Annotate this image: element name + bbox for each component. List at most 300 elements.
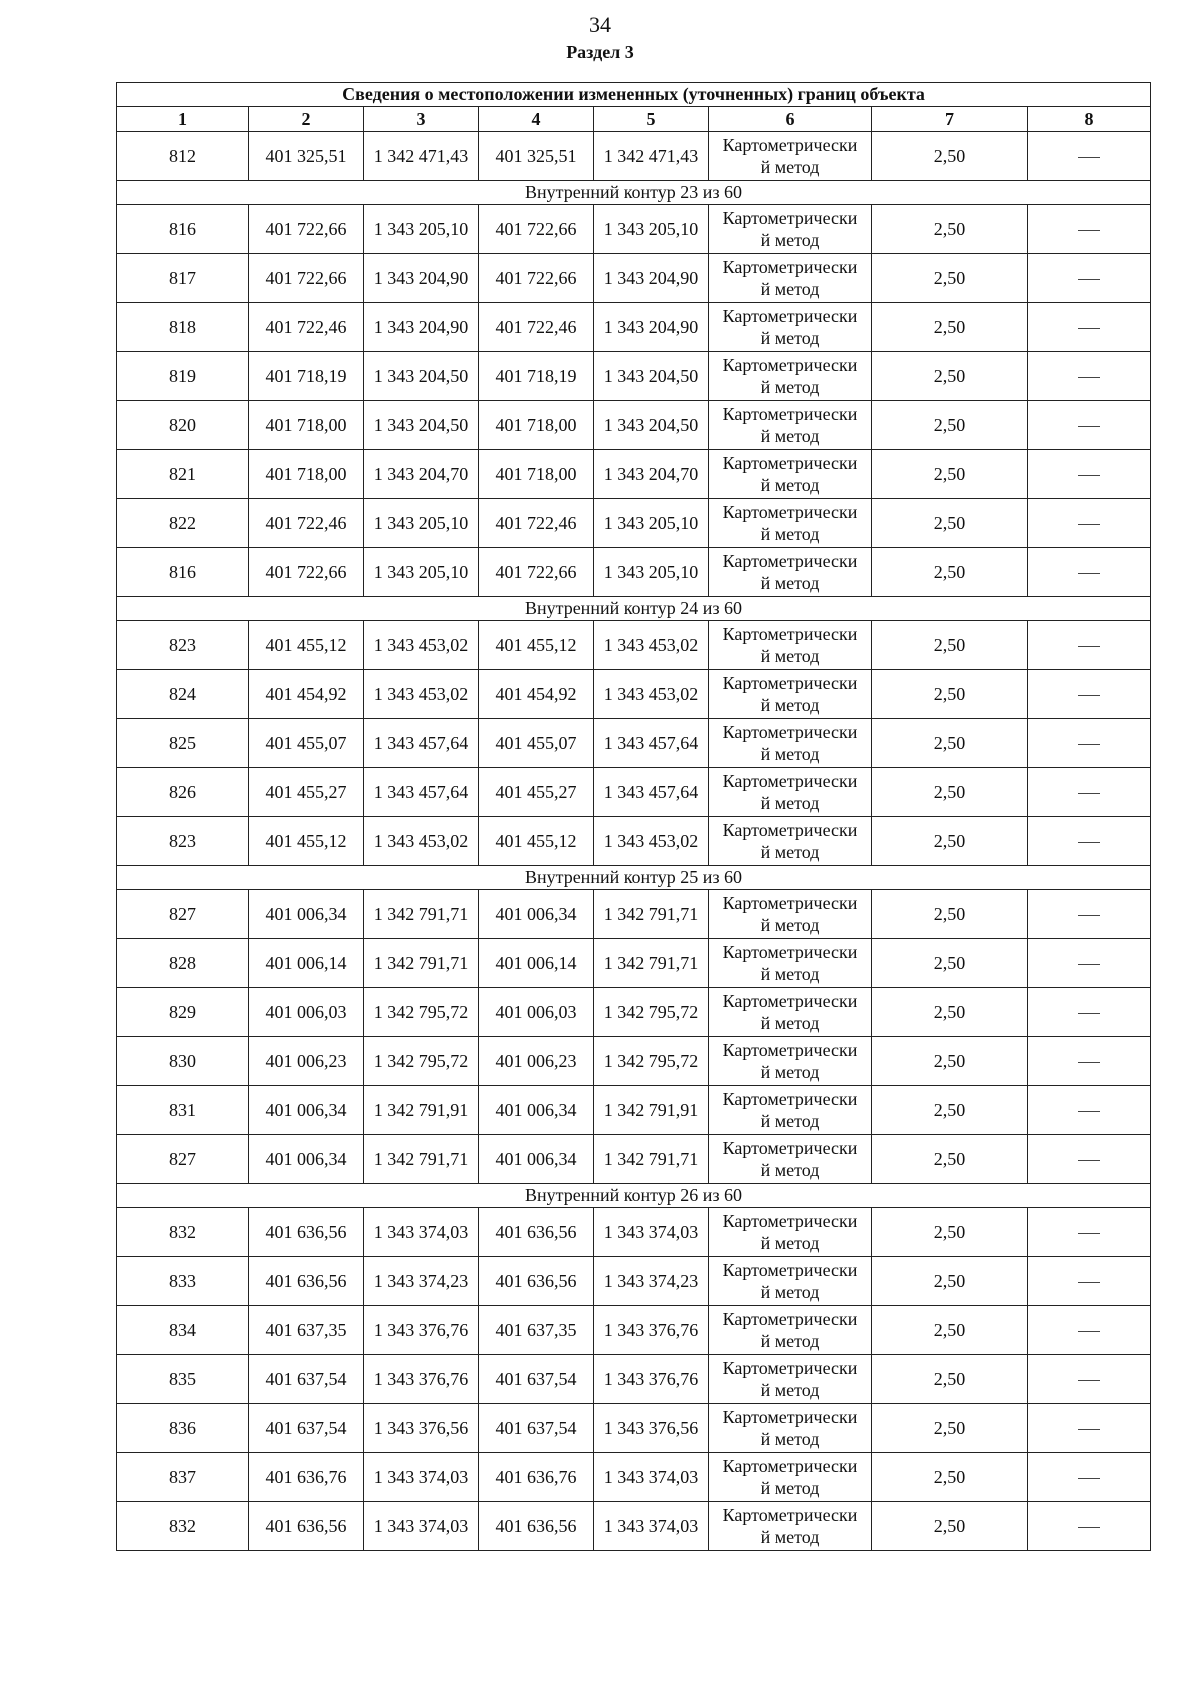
x-old-cell: 401 455,12 — [249, 817, 364, 866]
accuracy-cell: 2,50 — [872, 548, 1028, 597]
dash-mark — [1078, 279, 1100, 280]
method-line2: й метод — [760, 1111, 820, 1131]
table-row — [117, 1208, 1151, 1257]
method-line1: Картометрически — [722, 1040, 858, 1060]
accuracy-cell: 2,50 — [872, 1208, 1028, 1257]
x-old-cell: 401 455,27 — [249, 768, 364, 817]
method-cell — [709, 450, 872, 499]
contour-label: Внутренний контур 25 из 60 — [117, 866, 1151, 890]
method-line2: й метод — [760, 695, 820, 715]
empty-value-dash — [1028, 254, 1151, 303]
method-line2: й метод — [760, 230, 820, 250]
accuracy-cell: 2,50 — [872, 621, 1028, 670]
method-line2: й метод — [760, 793, 820, 813]
x-new-cell: 401 006,23 — [479, 1037, 594, 1086]
page-number: 34 — [589, 12, 611, 37]
x-new-cell: 401 455,12 — [479, 817, 594, 866]
dash-mark — [1078, 1380, 1100, 1381]
point-number-cell: 827 — [117, 1135, 249, 1184]
x-old-cell: 401 637,54 — [249, 1404, 364, 1453]
y-old-cell: 1 343 376,56 — [364, 1404, 479, 1453]
point-number-cell: 818 — [117, 303, 249, 352]
accuracy-cell: 2,50 — [872, 670, 1028, 719]
x-old-cell: 401 006,14 — [249, 939, 364, 988]
dash-mark — [1078, 695, 1100, 696]
method-line2: й метод — [760, 964, 820, 984]
method-line2: й метод — [760, 1527, 820, 1547]
empty-value-dash — [1028, 1502, 1151, 1551]
y-old-cell: 1 343 376,76 — [364, 1355, 479, 1404]
method-line1: Картометрически — [722, 1505, 858, 1525]
y-new-cell: 1 343 374,03 — [594, 1502, 709, 1551]
table-row — [117, 1502, 1151, 1551]
point-number-cell: 825 — [117, 719, 249, 768]
method-line1: Картометрически — [722, 1407, 858, 1427]
accuracy-cell: 2,50 — [872, 132, 1028, 181]
point-number-cell: 826 — [117, 768, 249, 817]
y-old-cell: 1 342 791,71 — [364, 1135, 479, 1184]
accuracy-cell: 2,50 — [872, 817, 1028, 866]
x-old-cell: 401 637,35 — [249, 1306, 364, 1355]
point-number-cell: 823 — [117, 621, 249, 670]
method-cell — [709, 254, 872, 303]
accuracy-cell: 2,50 — [872, 352, 1028, 401]
x-old-cell: 401 454,92 — [249, 670, 364, 719]
method-cell — [709, 1086, 872, 1135]
y-old-cell: 1 342 471,43 — [364, 132, 479, 181]
empty-value-dash — [1028, 401, 1151, 450]
y-new-cell: 1 343 205,10 — [594, 499, 709, 548]
method-cell — [709, 401, 872, 450]
y-new-cell: 1 343 453,02 — [594, 817, 709, 866]
empty-value-dash — [1028, 817, 1151, 866]
contour-row — [117, 866, 1151, 890]
table-title: Сведения о местоположении измененных (уточненных) границ объекта — [117, 83, 1151, 107]
method-line2: й метод — [760, 1013, 820, 1033]
method-cell — [709, 1355, 872, 1404]
x-new-cell: 401 718,19 — [479, 352, 594, 401]
empty-value-dash — [1028, 1257, 1151, 1306]
dash-mark — [1078, 793, 1100, 794]
y-new-cell: 1 343 204,90 — [594, 254, 709, 303]
method-cell — [709, 817, 872, 866]
table-row — [117, 401, 1151, 450]
y-new-cell: 1 342 791,71 — [594, 1135, 709, 1184]
x-old-cell: 401 722,66 — [249, 548, 364, 597]
method-line2: й метод — [760, 157, 820, 177]
x-new-cell: 401 718,00 — [479, 401, 594, 450]
empty-value-dash — [1028, 1135, 1151, 1184]
x-old-cell: 401 455,12 — [249, 621, 364, 670]
y-old-cell: 1 343 205,10 — [364, 205, 479, 254]
empty-value-dash — [1028, 890, 1151, 939]
table-row — [117, 1306, 1151, 1355]
empty-value-dash — [1028, 352, 1151, 401]
point-number-cell: 816 — [117, 205, 249, 254]
accuracy-cell: 2,50 — [872, 1257, 1028, 1306]
method-line1: Картометрически — [722, 1211, 858, 1231]
y-new-cell: 1 342 795,72 — [594, 988, 709, 1037]
method-line2: й метод — [760, 1233, 820, 1253]
point-number-cell: 833 — [117, 1257, 249, 1306]
contour-row — [117, 1184, 1151, 1208]
y-new-cell: 1 342 791,91 — [594, 1086, 709, 1135]
x-new-cell: 401 722,66 — [479, 254, 594, 303]
dash-mark — [1078, 964, 1100, 965]
dash-mark — [1078, 1233, 1100, 1234]
table-row — [117, 205, 1151, 254]
point-number-cell: 830 — [117, 1037, 249, 1086]
method-cell — [709, 890, 872, 939]
accuracy-cell: 2,50 — [872, 988, 1028, 1037]
accuracy-cell: 2,50 — [872, 719, 1028, 768]
accuracy-cell: 2,50 — [872, 401, 1028, 450]
x-new-cell: 401 006,34 — [479, 890, 594, 939]
table-row — [117, 1404, 1151, 1453]
point-number-cell: 822 — [117, 499, 249, 548]
dash-mark — [1078, 915, 1100, 916]
table-row — [117, 499, 1151, 548]
y-new-cell: 1 343 205,10 — [594, 205, 709, 254]
column-number: 3 — [364, 107, 479, 132]
x-old-cell: 401 636,56 — [249, 1208, 364, 1257]
y-old-cell: 1 343 204,90 — [364, 254, 479, 303]
column-number: 1 — [117, 107, 249, 132]
empty-value-dash — [1028, 1453, 1151, 1502]
dash-mark — [1078, 744, 1100, 745]
method-cell — [709, 499, 872, 548]
dash-mark — [1078, 646, 1100, 647]
y-new-cell: 1 342 795,72 — [594, 1037, 709, 1086]
x-old-cell: 401 637,54 — [249, 1355, 364, 1404]
method-cell — [709, 768, 872, 817]
y-new-cell: 1 343 457,64 — [594, 768, 709, 817]
dash-mark — [1078, 377, 1100, 378]
method-line1: Картометрически — [722, 722, 858, 742]
table-row — [117, 1453, 1151, 1502]
table-row — [117, 939, 1151, 988]
y-old-cell: 1 342 795,72 — [364, 988, 479, 1037]
y-new-cell: 1 343 457,64 — [594, 719, 709, 768]
x-new-cell: 401 636,76 — [479, 1453, 594, 1502]
x-old-cell: 401 006,34 — [249, 890, 364, 939]
contour-row — [117, 597, 1151, 621]
method-cell — [709, 205, 872, 254]
point-number-cell: 828 — [117, 939, 249, 988]
contour-label: Внутренний контур 23 из 60 — [117, 181, 1151, 205]
x-new-cell: 401 455,27 — [479, 768, 594, 817]
dash-mark — [1078, 1527, 1100, 1528]
method-line1: Картометрически — [722, 404, 858, 424]
accuracy-cell: 2,50 — [872, 205, 1028, 254]
x-new-cell: 401 722,46 — [479, 303, 594, 352]
x-old-cell: 401 722,46 — [249, 499, 364, 548]
method-cell — [709, 1135, 872, 1184]
x-new-cell: 401 722,66 — [479, 205, 594, 254]
table-row — [117, 719, 1151, 768]
dash-mark — [1078, 230, 1100, 231]
column-number: 7 — [872, 107, 1028, 132]
column-number: 6 — [709, 107, 872, 132]
method-line2: й метод — [760, 1062, 820, 1082]
dash-mark — [1078, 1160, 1100, 1161]
empty-value-dash — [1028, 303, 1151, 352]
y-new-cell: 1 342 791,71 — [594, 939, 709, 988]
y-old-cell: 1 342 795,72 — [364, 1037, 479, 1086]
method-line2: й метод — [760, 426, 820, 446]
table-row — [117, 132, 1151, 181]
method-line2: й метод — [760, 1429, 820, 1449]
y-new-cell: 1 343 453,02 — [594, 621, 709, 670]
dash-mark — [1078, 1111, 1100, 1112]
x-new-cell: 401 006,34 — [479, 1135, 594, 1184]
empty-value-dash — [1028, 450, 1151, 499]
table-row — [117, 1037, 1151, 1086]
method-line1: Картометрически — [722, 306, 858, 326]
point-number-cell: 835 — [117, 1355, 249, 1404]
y-new-cell: 1 343 374,23 — [594, 1257, 709, 1306]
method-cell — [709, 621, 872, 670]
contour-label: Внутренний контур 24 из 60 — [117, 597, 1151, 621]
method-cell — [709, 719, 872, 768]
table-row — [117, 303, 1151, 352]
x-new-cell: 401 006,03 — [479, 988, 594, 1037]
method-cell — [709, 1208, 872, 1257]
accuracy-cell: 2,50 — [872, 1355, 1028, 1404]
x-new-cell: 401 006,14 — [479, 939, 594, 988]
table-row — [117, 988, 1151, 1037]
dash-mark — [1078, 1429, 1100, 1430]
dash-mark — [1078, 524, 1100, 525]
y-old-cell: 1 343 204,90 — [364, 303, 479, 352]
accuracy-cell: 2,50 — [872, 303, 1028, 352]
empty-value-dash — [1028, 132, 1151, 181]
method-line2: й метод — [760, 573, 820, 593]
method-line2: й метод — [760, 842, 820, 862]
point-number-cell: 821 — [117, 450, 249, 499]
method-line1: Картометрически — [722, 355, 858, 375]
empty-value-dash — [1028, 621, 1151, 670]
x-new-cell: 401 722,46 — [479, 499, 594, 548]
point-number-cell: 816 — [117, 548, 249, 597]
method-line2: й метод — [760, 475, 820, 495]
x-new-cell: 401 636,56 — [479, 1208, 594, 1257]
column-number-row — [117, 107, 1151, 132]
empty-value-dash — [1028, 205, 1151, 254]
dash-mark — [1078, 426, 1100, 427]
accuracy-cell: 2,50 — [872, 499, 1028, 548]
method-line1: Картометрически — [722, 771, 858, 791]
x-new-cell: 401 637,54 — [479, 1355, 594, 1404]
method-line1: Картометрически — [722, 208, 858, 228]
method-line2: й метод — [760, 744, 820, 764]
y-old-cell: 1 343 374,23 — [364, 1257, 479, 1306]
method-line1: Картометрически — [722, 820, 858, 840]
y-old-cell: 1 343 457,64 — [364, 768, 479, 817]
dash-mark — [1078, 157, 1100, 158]
y-old-cell: 1 343 374,03 — [364, 1453, 479, 1502]
dash-mark — [1078, 1062, 1100, 1063]
y-old-cell: 1 343 204,70 — [364, 450, 479, 499]
table-row — [117, 1086, 1151, 1135]
y-old-cell: 1 343 453,02 — [364, 621, 479, 670]
table-row — [117, 890, 1151, 939]
method-line1: Картометрически — [722, 991, 858, 1011]
table-row — [117, 670, 1151, 719]
contour-row — [117, 181, 1151, 205]
x-old-cell: 401 006,34 — [249, 1086, 364, 1135]
y-old-cell: 1 342 791,71 — [364, 939, 479, 988]
accuracy-cell: 2,50 — [872, 890, 1028, 939]
y-old-cell: 1 343 457,64 — [364, 719, 479, 768]
point-number-cell: 831 — [117, 1086, 249, 1135]
x-old-cell: 401 718,00 — [249, 401, 364, 450]
method-line1: Картометрически — [722, 1260, 858, 1280]
method-cell — [709, 1037, 872, 1086]
method-line1: Картометрически — [722, 551, 858, 571]
method-cell — [709, 1257, 872, 1306]
x-new-cell: 401 637,54 — [479, 1404, 594, 1453]
x-old-cell: 401 718,00 — [249, 450, 364, 499]
y-new-cell: 1 343 204,50 — [594, 401, 709, 450]
method-cell — [709, 1453, 872, 1502]
accuracy-cell: 2,50 — [872, 1086, 1028, 1135]
x-new-cell: 401 718,00 — [479, 450, 594, 499]
method-line1: Картометрически — [722, 135, 858, 155]
column-number: 2 — [249, 107, 364, 132]
y-new-cell: 1 343 374,03 — [594, 1208, 709, 1257]
x-old-cell: 401 006,34 — [249, 1135, 364, 1184]
table-row — [117, 548, 1151, 597]
x-new-cell: 401 455,07 — [479, 719, 594, 768]
y-new-cell: 1 343 205,10 — [594, 548, 709, 597]
y-new-cell: 1 343 204,90 — [594, 303, 709, 352]
y-new-cell: 1 342 471,43 — [594, 132, 709, 181]
method-cell — [709, 1306, 872, 1355]
accuracy-cell: 2,50 — [872, 1306, 1028, 1355]
x-new-cell: 401 636,56 — [479, 1257, 594, 1306]
empty-value-dash — [1028, 719, 1151, 768]
dash-mark — [1078, 328, 1100, 329]
contour-label: Внутренний контур 26 из 60 — [117, 1184, 1151, 1208]
table-row — [117, 254, 1151, 303]
table-row — [117, 621, 1151, 670]
empty-value-dash — [1028, 1306, 1151, 1355]
y-new-cell: 1 343 376,76 — [594, 1355, 709, 1404]
x-old-cell: 401 006,03 — [249, 988, 364, 1037]
accuracy-cell: 2,50 — [872, 254, 1028, 303]
dash-mark — [1078, 573, 1100, 574]
empty-value-dash — [1028, 768, 1151, 817]
method-cell — [709, 670, 872, 719]
x-new-cell: 401 455,12 — [479, 621, 594, 670]
dash-mark — [1078, 475, 1100, 476]
method-line2: й метод — [760, 915, 820, 935]
table-title-row — [117, 83, 1151, 107]
y-old-cell: 1 343 453,02 — [364, 670, 479, 719]
x-old-cell: 401 722,66 — [249, 205, 364, 254]
empty-value-dash — [1028, 1037, 1151, 1086]
method-cell — [709, 1502, 872, 1551]
y-old-cell: 1 343 204,50 — [364, 352, 479, 401]
y-old-cell: 1 343 374,03 — [364, 1502, 479, 1551]
x-old-cell: 401 636,76 — [249, 1453, 364, 1502]
empty-value-dash — [1028, 1404, 1151, 1453]
accuracy-cell: 2,50 — [872, 450, 1028, 499]
accuracy-cell: 2,50 — [872, 1404, 1028, 1453]
x-new-cell: 401 722,66 — [479, 548, 594, 597]
method-line2: й метод — [760, 1282, 820, 1302]
y-old-cell: 1 342 791,71 — [364, 890, 479, 939]
empty-value-dash — [1028, 1355, 1151, 1404]
column-number: 5 — [594, 107, 709, 132]
method-line2: й метод — [760, 377, 820, 397]
y-new-cell: 1 343 376,56 — [594, 1404, 709, 1453]
y-old-cell: 1 343 204,50 — [364, 401, 479, 450]
point-number-cell: 832 — [117, 1502, 249, 1551]
y-new-cell: 1 343 204,50 — [594, 352, 709, 401]
method-line2: й метод — [760, 524, 820, 544]
method-line1: Картометрически — [722, 257, 858, 277]
method-line1: Картометрически — [722, 893, 858, 913]
method-line1: Картометрически — [722, 624, 858, 644]
y-new-cell: 1 343 374,03 — [594, 1453, 709, 1502]
method-line2: й метод — [760, 1478, 820, 1498]
dash-mark — [1078, 1282, 1100, 1283]
empty-value-dash — [1028, 988, 1151, 1037]
point-number-cell: 834 — [117, 1306, 249, 1355]
x-new-cell: 401 636,56 — [479, 1502, 594, 1551]
method-cell — [709, 988, 872, 1037]
empty-value-dash — [1028, 548, 1151, 597]
point-number-cell: 836 — [117, 1404, 249, 1453]
empty-value-dash — [1028, 939, 1151, 988]
point-number-cell: 819 — [117, 352, 249, 401]
point-number-cell: 817 — [117, 254, 249, 303]
dash-mark — [1078, 1013, 1100, 1014]
method-line1: Картометрически — [722, 453, 858, 473]
empty-value-dash — [1028, 1086, 1151, 1135]
point-number-cell: 812 — [117, 132, 249, 181]
accuracy-cell: 2,50 — [872, 1453, 1028, 1502]
section-title: Раздел 3 — [566, 42, 634, 62]
point-number-cell: 832 — [117, 1208, 249, 1257]
y-new-cell: 1 343 453,02 — [594, 670, 709, 719]
accuracy-cell: 2,50 — [872, 1502, 1028, 1551]
point-number-cell: 837 — [117, 1453, 249, 1502]
method-line2: й метод — [760, 646, 820, 666]
table-row — [117, 768, 1151, 817]
x-old-cell: 401 718,19 — [249, 352, 364, 401]
x-old-cell: 401 325,51 — [249, 132, 364, 181]
point-number-cell: 824 — [117, 670, 249, 719]
method-line2: й метод — [760, 1160, 820, 1180]
dash-mark — [1078, 1478, 1100, 1479]
y-old-cell: 1 342 791,91 — [364, 1086, 479, 1135]
method-line1: Картометрически — [722, 502, 858, 522]
method-line2: й метод — [760, 1380, 820, 1400]
y-old-cell: 1 343 205,10 — [364, 548, 479, 597]
point-number-cell: 829 — [117, 988, 249, 1037]
x-old-cell: 401 455,07 — [249, 719, 364, 768]
x-old-cell: 401 722,46 — [249, 303, 364, 352]
y-old-cell: 1 343 376,76 — [364, 1306, 479, 1355]
method-cell — [709, 1404, 872, 1453]
column-number: 4 — [479, 107, 594, 132]
x-old-cell: 401 722,66 — [249, 254, 364, 303]
dash-mark — [1078, 1331, 1100, 1332]
x-old-cell: 401 636,56 — [249, 1502, 364, 1551]
